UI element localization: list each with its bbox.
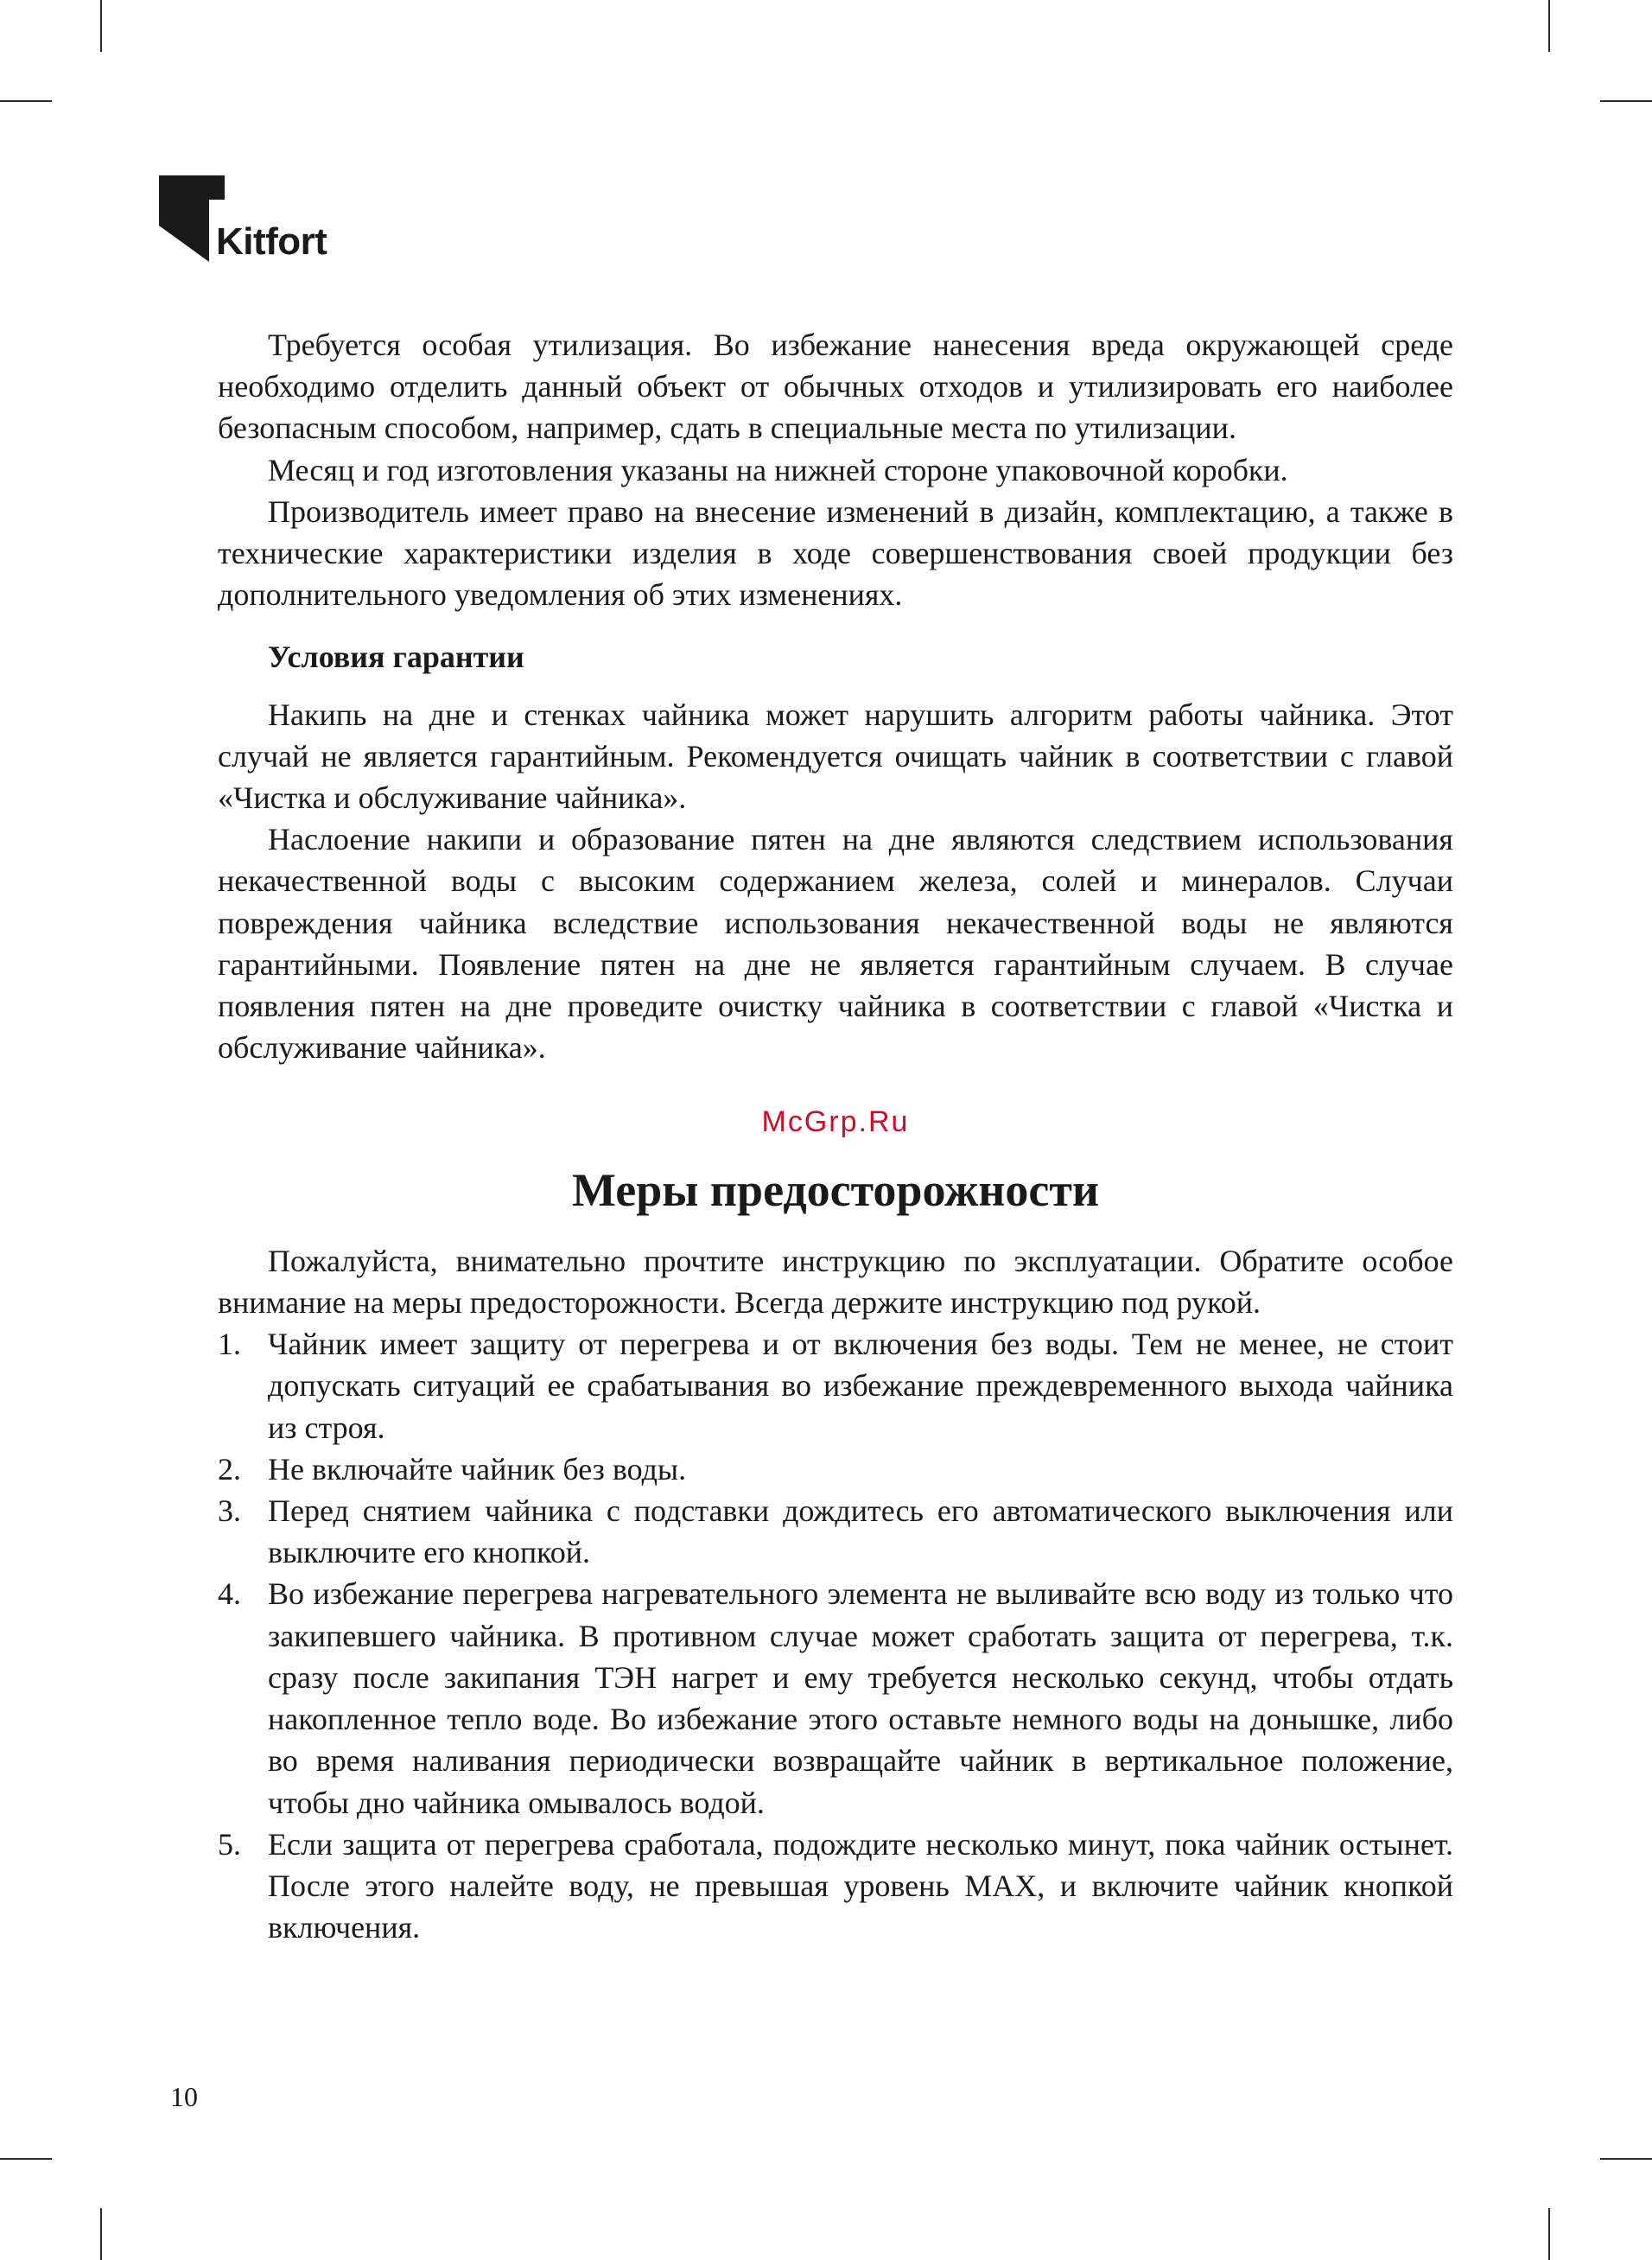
list-text: Перед снятием чайника с подставки дождитесь его автоматического выключения или выключите его кнопкой.	[268, 1493, 1453, 1570]
brand-name: Kitfort	[216, 220, 327, 263]
warranty-heading: Условия гарантии	[268, 640, 524, 675]
crop-mark	[0, 100, 52, 102]
list-text: Не включайте чайник без воды.	[268, 1451, 687, 1487]
crop-mark	[1600, 2158, 1652, 2160]
crop-mark	[1548, 0, 1550, 52]
list-text: Если защита от перегрева сработала, подождите несколько минут, пока чайник остынет. После этого налейте воду, не превышая уровень MAX, и включите чайник кнопкой включения.	[268, 1826, 1453, 1945]
list-number: 2.	[218, 1451, 241, 1487]
list-item	[218, 1824, 1453, 1949]
list-item	[218, 1490, 1453, 1573]
crop-mark	[1600, 100, 1652, 102]
paragraph: Пожалуйста, внимательно прочтите инструкцию по эксплуатации. Обратите особое внимание на меры предосторожности. Всегда держите инструкцию под рукой.	[218, 1243, 1453, 1321]
list-item	[218, 1448, 1453, 1490]
list-text: Во избежание перегрева нагревательного элемента не выливайте всю воду из только что закипевшего чайника. В противном случае может сработать защита от перегрева, т.к. сразу после закипания ТЭН нагрет и ему требуется несколько секунд, чтобы отдать накопленное тепло воде. Во избежание этого оставьте немного воды на донышке, либо во время наливания периодически возвращайте чайник в вертикальное положение, чтобы дно чайника омывалось водой.	[268, 1576, 1453, 1820]
list-number: 1.	[218, 1327, 241, 1362]
paragraph: Наслоение накипи и образование пятен на дне являются следствием использования некачественной воды с высоким содержанием железа, солей и минералов. Случаи повреждения чайника вследствие использования некачественной воды не являются гарантийными. Появление пятен на дне не является гарантийным случаем. В случае появления пятен на дне проведите очистку чайника в соответствии с главой «Чистка и обслуживание чайника».	[218, 822, 1453, 1066]
paragraph: Производитель имеет право на внесение изменений в дизайн, комплектацию, а также в технические характеристики изделия в ходе совершенствования своей продукции без дополнительного уведомления об этих изменениях.	[218, 493, 1453, 613]
list-number: 4.	[218, 1576, 241, 1612]
list-item	[218, 1573, 1453, 1823]
crop-mark	[1548, 2208, 1550, 2260]
section-title: Меры предосторожности	[572, 1163, 1099, 1216]
paragraph: Накипь на дне и стенках чайника может нарушить алгоритм работы чайника. Этот случай не является гарантийным. Рекомендуется очищать чайник в соответствии с главой «Чистка и обслуживание чайника».	[218, 697, 1453, 816]
crop-mark	[100, 0, 102, 52]
watermark: McGrp.Ru	[761, 1105, 910, 1139]
list-number: 5.	[218, 1826, 241, 1862]
paragraph: Требуется особая утилизация. Во избежание нанесения вреда окружающей среде необходимо отделить данный объект от обычных отходов и утилизировать его наиболее безопасным способом, например, сдать в специальные места по утилизации.	[218, 328, 1453, 446]
list-item	[218, 1323, 1453, 1448]
list-number: 3.	[218, 1493, 241, 1529]
precautions-list	[218, 1323, 1453, 1948]
page-content	[218, 324, 1453, 1948]
paragraph: Месяц и год изготовления указаны на нижней стороне упаковочной коробки.	[268, 452, 1288, 487]
crop-mark	[100, 2208, 102, 2260]
crop-mark	[0, 2158, 52, 2160]
list-text: Чайник имеет защиту от перегрева и от включения без воды. Тем не менее, не стоит допускать ситуаций ее срабатывания во избежание преждевременного выхода чайника из строя.	[268, 1327, 1453, 1445]
page-number: 10	[170, 2081, 198, 2112]
